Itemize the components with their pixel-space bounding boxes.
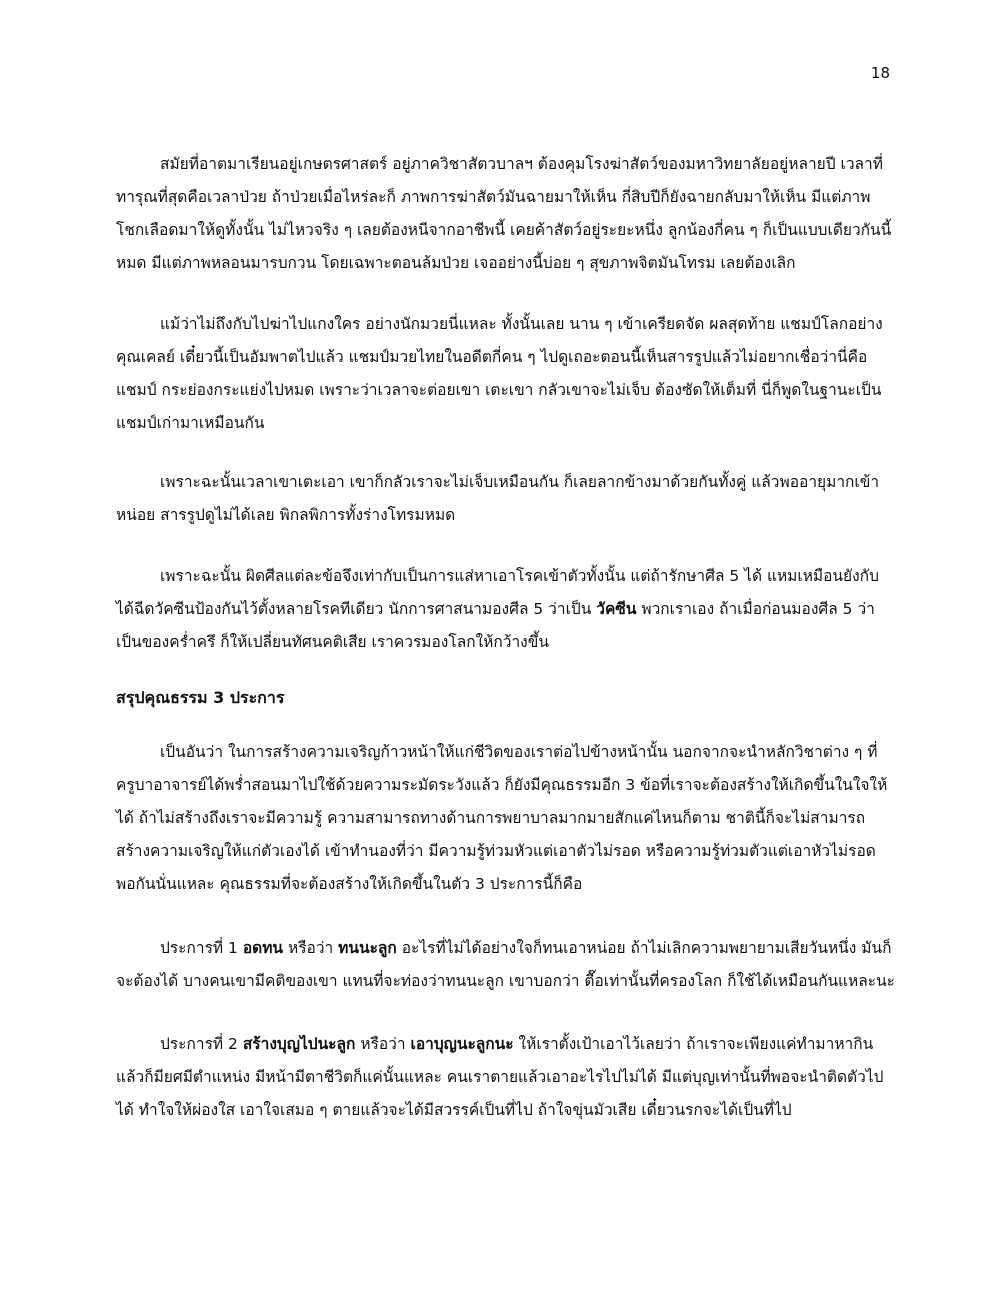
paragraph-2-text: แม้ว่าไม่ถึงกับไปฆ่าไปแกงใคร อย่างนักมวยนี่แหละ ทั้งนั้นเลย นาน ๆ เข้าเครียดจัด ผลสุดท้าย แชมป์โลกอย่างคุณเคลย์ เดี๋ยวนี้เป็นอัมพาตไปแล้ว แชมป์มวยไทยในอดีตกี่คน ๆ ไปดูเถอะตอนนี้เห็นสารรูปแล้วไม่อยากเชื่อว่านี่คือแชมป์ กระย่องกระแย่งไปหมด เพราะว่าเวลาจะต่อยเขา เตะเขา กลัวเขาจะไม่เจ็บ ต้องซัดให้เต็มที่ นี่ก็พูดในฐานะเป็นแชมป์เก่ามาเหมือนกัน <box>116 315 883 432</box>
paragraph-3 <box>116 466 896 532</box>
paragraph-4 <box>116 560 896 659</box>
paragraph-4-bold-vaccine: วัคซีน <box>596 600 637 618</box>
paragraph-6-text-c: หรือว่า <box>283 939 339 957</box>
paragraph-7 <box>116 1028 896 1127</box>
paragraph-4-text-c: พวกเราเอง ถ้าเมื่อก่อนมองศีล 5 ว่าเป็นของคร่ำครึ ก็ให้เปลี่ยนทัศนคติเสีย เราควรมองโลกให้กว้างขึ้น <box>116 600 875 651</box>
paragraph-7-text-a: ประการที่ 2 <box>160 1035 243 1053</box>
paragraph-6-bold-2: ทนนะลูก <box>338 939 397 957</box>
paragraph-5-text: เป็นอันว่า ในการสร้างความเจริญก้าวหน้าให้แก่ชีวิตของเราต่อไปข้างหน้านั้น นอกจากจะนำหลักวิชาต่าง ๆ ที่ครูบาอาจารย์ได้พร่ำสอนมาไปใช้ด้วยความระมัดระวังแล้ว ก็ยังมีคุณธรรมอีก 3 ข้อที่เราจะต้องสร้างให้เกิดขึ้นในใจให้ได้ ถ้าไม่สร้างถึงเราจะมีความรู้ ความสามารถทางด้านการพยาบาลมากมายสักแค่ไหนก็ตาม ชาตินี้ก็จะไม่สามารถสร้างความเจริญให้แก่ตัวเองได้ เข้าทำนองที่ว่า มีความรู้ท่วมหัวแต่เอาตัวไม่รอด หรือความรู้ท่วมตัวแต่เอาหัวไม่รอด พอกันนั่นแหละ คุณธรรมที่จะต้องสร้างให้เกิดขึ้นในตัว 3 ประการนี้ก็คือ <box>116 743 888 893</box>
paragraph-4-text-a: เพราะฉะนั้น ผิดศีลแต่ละข้อจึงเท่ากับเป็นการแส่หาเอาโรคเข้าตัวทั้งนั้น แต่ถ้ารักษาศีล 5 ได้ แหมเหมือนยังกับได้ฉีดวัคซีนป้องกันไว้ตั้งหลายโรคทีเดียว นักการศาสนามองศีล 5 ว่าเป็น <box>116 567 879 618</box>
paragraph-3-text: เพราะฉะนั้นเวลาเขาเตะเอา เขาก็กลัวเราจะไม่เจ็บเหมือนกัน ก็เลยลากข้างมาด้วยกันทั้งคู่ แล้วพออายุมากเข้าหน่อย สารรูปดูไม่ได้เลย พิกลพิการทั้งร่างโทรมหมด <box>116 473 880 524</box>
paragraph-7-text-e: ให้เราตั้งเป้าเอาไว้เลยว่า ถ้าเราจะเพียงแค่ทำมาหากินแล้วก็มียศมีตำแหน่ง มีหน้ามีตาชีวิตก็แค่นั้นแหละ คนเราตายแล้วเอาอะไรไปไม่ได้ มีแต่บุญเท่านั้นที่พอจะนำติดตัวไปได้ ทำใจให้ผ่องใส เอาใจเสมอ ๆ ตายแล้วจะได้มีสวรรค์เป็นที่ไป ถ้าใจขุ่นมัวเสีย เดี๋ยวนรกจะได้เป็นที่ไป <box>116 1035 884 1119</box>
paragraph-6-text-a: ประการที่ 1 <box>160 939 243 957</box>
paragraph-1-text: สมัยที่อาตมาเรียนอยู่เกษตรศาสตร์ อยู่ภาควิชาสัตวบาลฯ ต้องคุมโรงฆ่าสัตว์ของมหาวิทยาลัยอยู่หลายปี เวลาที่ทารุณที่สุดคือเวลาป่วย ถ้าป่วยเมื่อไหร่ละก็ ภาพการฆ่าสัตว์มันฉายมาให้เห็น กี่สิบปีก็ยังฉายกลับมาให้เห็น มีแต่ภาพโชกเลือดมาให้ดูทั้งนั้น ไม่ไหวจริง ๆ เลยต้องหนีจากอาชีพนี้ เคยค้าสัตว์อยู่ระยะหนึ่ง ลูกน้องกี่คน ๆ ก็เป็นแบบเดียวกันนี้หมด มีแต่ภาพหลอนมารบกวน โดยเฉพาะตอนล้มป่วย เจออย่างนี้บ่อย ๆ สุขภาพจิตมันโทรม เลยต้องเลิก <box>116 155 892 272</box>
paragraph-7-bold-1: สร้างบุญไปนะลูก <box>242 1035 356 1053</box>
paragraph-7-bold-2: เอาบุญนะลูกนะ <box>410 1035 514 1053</box>
paragraph-7-text-c: หรือว่า <box>355 1035 411 1053</box>
section-heading: สรุปคุณธรรม 3 ประการ <box>116 688 285 707</box>
paragraph-5 <box>116 736 896 901</box>
paragraph-6 <box>116 932 896 998</box>
paragraph-2 <box>116 308 896 440</box>
paragraph-6-text-e: อะไรที่ไม่ได้อย่างใจก็ทนเอาหน่อย ถ้าไม่เลิกความพยายามเสียวันหนึ่ง มันก็จะต้องได้ บางคนเขามีคติของเขา แทนที่จะท่องว่าทนนะลูก เขาบอกว่า ตื๊อเท่านั้นที่ครองโลก ก็ใช้ได้เหมือนกันแหละนะ <box>116 939 896 990</box>
paragraph-1 <box>116 148 896 280</box>
paragraph-6-bold-1: อดทน <box>242 939 284 957</box>
page-number: 18 <box>870 64 890 82</box>
